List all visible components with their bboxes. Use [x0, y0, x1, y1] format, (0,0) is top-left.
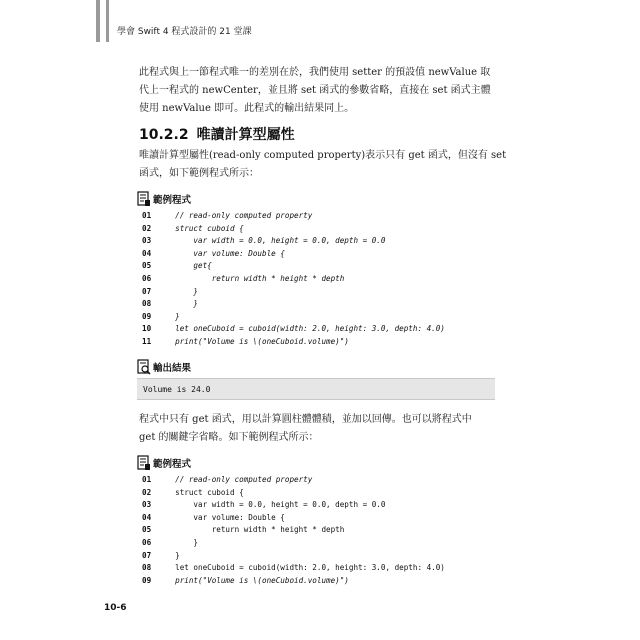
example-label-text: 範例程式: [153, 195, 192, 206]
text-line: 程式中只有 get 函式，用以計算圓柱體體積，並加以回傳。也可以將程式中: [139, 414, 472, 425]
line-number: 07: [142, 286, 152, 296]
code-text: struct cuboid {: [166, 487, 244, 497]
example-label-text: 範例程式: [153, 459, 192, 470]
code-line: [142, 336, 502, 349]
code-line: [142, 311, 502, 324]
code-line: [142, 235, 502, 248]
text-line: 使用 newValue 即可。此程式的輸出結果同上。: [139, 103, 355, 114]
code-text: let oneCuboid = cuboid(width: 2.0, height: 3.0, depth: 4.0): [166, 324, 445, 334]
line-number: 04: [142, 248, 152, 258]
code-line: [142, 260, 502, 273]
code-line: [142, 512, 502, 525]
line-number: 01: [142, 211, 152, 220]
code-text: var width = 0.0, height = 0.0, depth = 0.0: [166, 500, 386, 510]
code-line: [142, 323, 502, 336]
text-line: 代上一程式的 newCenter，並且將 set 函式的參數省略，直接在 set 函式主體: [139, 85, 491, 96]
line-number: 05: [142, 261, 152, 271]
line-number: 08: [142, 299, 152, 309]
text-line: get 的關鍵字省略。如下範例程式所示：: [139, 432, 319, 443]
code-text: return width * height * depth: [166, 525, 345, 535]
text-line: 唯讀計算型屬性(read-only computed property)表示只有 get 函式，但沒有 set: [139, 150, 507, 161]
text-line: 此程式與上一節程式唯一的差別在於，我們使用 setter 的預設值 newValue 取: [139, 67, 491, 78]
line-number: 09: [142, 575, 152, 585]
output-box: [137, 378, 495, 400]
code-text: struct cuboid {: [166, 223, 244, 233]
code-line: [142, 474, 502, 487]
code-text: // read-only computed property: [166, 211, 313, 220]
line-number: 11: [142, 336, 152, 346]
middle-paragraph: [139, 411, 496, 447]
code-line: [142, 537, 502, 550]
line-number: 08: [142, 563, 152, 573]
code-text: }: [166, 550, 180, 560]
code-line: [142, 524, 502, 537]
line-number: 03: [142, 500, 152, 510]
code-text: return width * height * depth: [166, 273, 345, 283]
intro-paragraph: [139, 64, 496, 118]
code-text: // read-only computed property: [166, 475, 313, 484]
code-line: [142, 210, 502, 223]
output-text: Volume is 24.0: [143, 384, 211, 394]
code-line: [142, 298, 502, 311]
code-listing-icon: [137, 191, 151, 207]
example-label: [137, 191, 191, 207]
code-line: [142, 248, 502, 261]
code-text: get{: [166, 261, 212, 271]
code-text: var width = 0.0, height = 0.0, depth = 0.0: [166, 236, 386, 246]
section-paragraph: [139, 147, 507, 183]
code-line: [142, 273, 502, 286]
line-number: 02: [142, 487, 152, 497]
header-bar: [96, 0, 100, 42]
line-number: 10: [142, 324, 152, 334]
code-text: print("Volume is \(oneCuboid.volume)"): [166, 575, 349, 585]
line-number: 07: [142, 550, 152, 560]
code-line: [142, 562, 502, 575]
line-number: 01: [142, 475, 152, 484]
output-search-icon: [137, 359, 151, 375]
code-text: }: [166, 311, 180, 321]
code-line: [142, 550, 502, 563]
code-text: print("Volume is \(oneCuboid.volume)"): [166, 336, 349, 346]
code-text: }: [166, 286, 199, 296]
line-number: 06: [142, 537, 152, 547]
header-bar: [106, 0, 109, 42]
section-number: 10.2.2: [139, 127, 189, 143]
line-number: 02: [142, 223, 152, 233]
output-label-text: 輸出結果: [153, 363, 192, 374]
code-text: }: [166, 299, 199, 309]
page-number: 10-6: [104, 603, 127, 613]
example-label: [137, 455, 191, 471]
line-number: 03: [142, 236, 152, 246]
section-title: 唯讀計算型屬性: [196, 127, 295, 143]
line-number: 06: [142, 273, 152, 283]
code-line: [142, 499, 502, 512]
line-number: 05: [142, 525, 152, 535]
code-line: [142, 223, 502, 236]
code-line: [142, 575, 502, 588]
code-line: [142, 487, 502, 500]
code-listing: [142, 210, 502, 349]
section-heading: [139, 124, 295, 144]
line-number: 09: [142, 311, 152, 321]
code-text: var volume: Double {: [166, 512, 285, 522]
text-line: 函式，如下範例程式所示：: [139, 168, 259, 179]
line-number: 04: [142, 512, 152, 522]
code-listing-icon: [137, 455, 151, 471]
code-text: }: [166, 537, 199, 547]
code-listing: [142, 474, 502, 587]
code-text: let oneCuboid = cuboid(width: 2.0, height: 3.0, depth: 4.0): [166, 563, 445, 573]
output-label: [137, 359, 191, 375]
code-text: var volume: Double {: [166, 248, 285, 258]
code-line: [142, 286, 502, 299]
running-head: 學會 Swift 4 程式設計的 21 堂課: [117, 27, 252, 37]
